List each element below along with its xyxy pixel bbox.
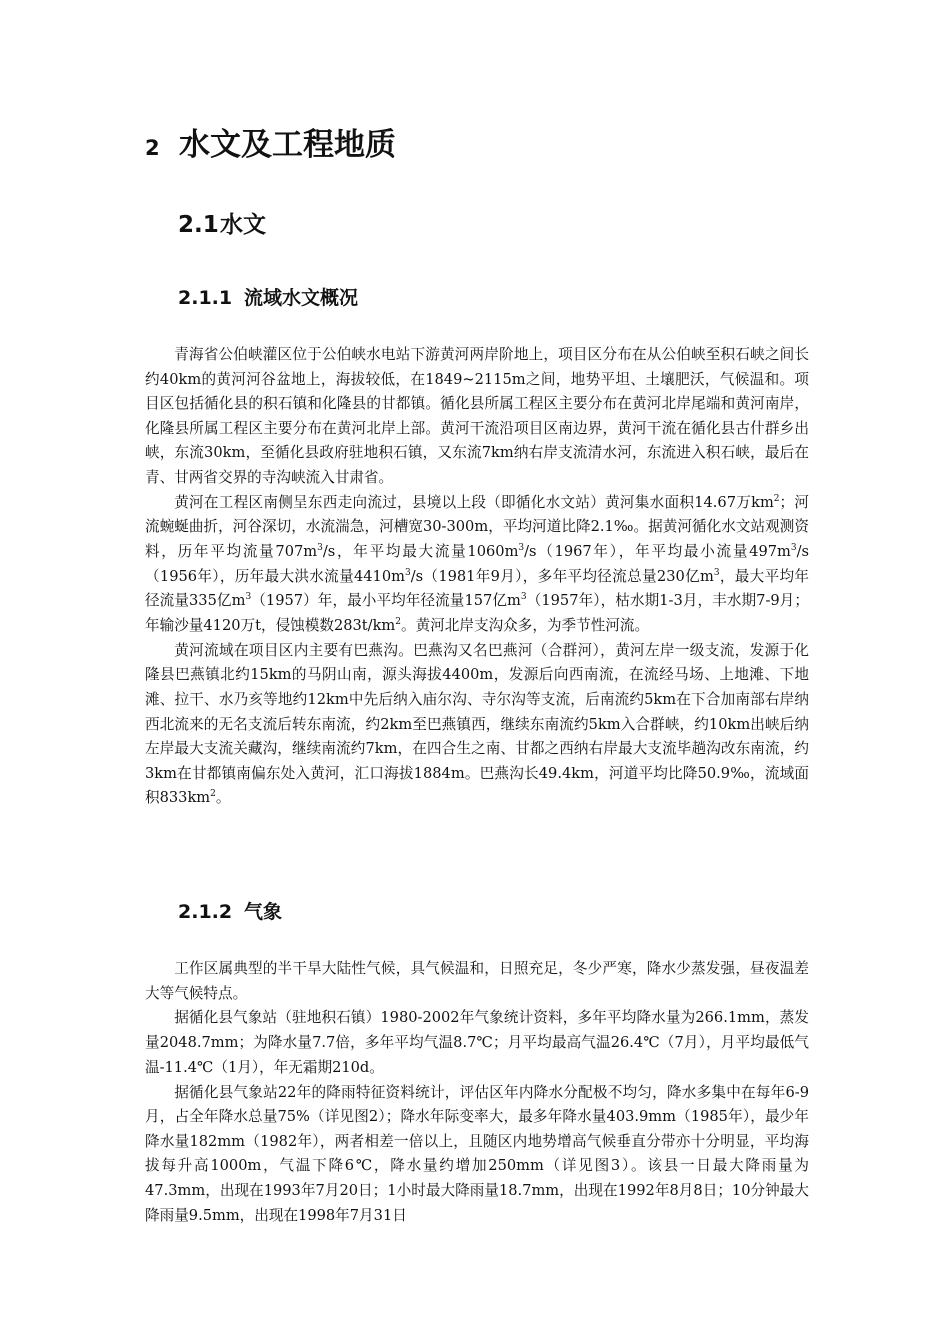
section-number: 2.1 [178, 212, 219, 238]
paragraph-yellow-river: 黄河在工程区南侧呈东西走向流过，县境以上段（即循化水文站）黄河集水面积14.67万$km^2$；河流蜿蜒曲折，河谷深切，水流湍急，河槽宽30-300m，平均河道比降2.1‰。据黄河循化水文站观测资料，历年平均流量$707m^3/s$，年平均最大流量$1060m^3/s(1967$年），年平均最小流量$497m^3/s(1956$年），历年最大洪水流量$4410m^3/s(1981$年9月），多年平均径流总量230亿$m^3$，最大平均年径流量335亿$m^3(1957)$年，最小平均年径流量157亿$m^3(1957$年），枯水期1-3月，丰水期7-9月；年输沙量4120万t，侵蚀模数$283t/km^2$。黄河北岸支沟众多，为季节性河流。 [145, 493, 810, 634]
subsection-number: 2.1.1 [178, 287, 233, 309]
section-heading [178, 205, 266, 245]
section-title: 水文 [220, 212, 266, 238]
chapter-number: 2 [145, 136, 160, 160]
paragraph-rainfall: 据循化县气象站22年的降雨特征资料统计，评估区年内降水分配极不均匀，降水多集中在每年6-9月，占全年降水总量75%（详见图2）；降水年际变率大，最多年降水量403.9mm（1985年），最少年降水量182mm（1982年），两者相差一倍以上，且随区内地势增高气候垂直分带亦十分明显，平均海拔每升高1000m，气温下降6℃，降水量约增加250mm（详见图3）。该县一日最大降雨量为47.3mm，出现在1993年7月20日；1小时最大降雨量18.7mm，出现在1992年8月8日；10分钟最大降雨量9.5mm，出现在1998年7月31日 [145, 1083, 809, 1224]
subsection-heading-meteorology [178, 894, 282, 930]
chapter-heading [145, 120, 396, 173]
watershed-body [145, 343, 809, 811]
subsection-number: 2.1.2 [178, 901, 233, 923]
subsection-title: 流域水文概况 [244, 287, 359, 309]
paragraph-bayan-gully: 黄河流域在项目区内主要有巴燕沟。巴燕沟又名巴燕河（合群河），黄河左岸一级支流，发源于化隆县巴燕镇北约15km的马阴山南，源头海拔4400m，发源后向西南流，在流经马场、上地滩、下地滩、拉干、水乃亥等地约12km中先后纳入庙尔沟、寺尔沟等支流，后南流约5km在下合加南部右岸纳西北流来的无名支流后转东南流，约2km至巴燕镇西，继续东南流约5km入合群峡，约10km出峡后纳左岸最大支流关藏沟，继续南流约7km，在四合生之南、甘都之西纳右岸最大支流毕趟沟改东南流，约3km在甘都镇南偏东处入黄河，汇口海拔1884m。巴燕沟长49.4km，河道平均比降50.9‰，流域面积$833km^2$。 [145, 641, 809, 807]
chapter-title: 水文及工程地质 [179, 127, 396, 163]
meteorology-body [145, 957, 809, 1228]
paragraph-location: 青海省公伯峡灌区位于公伯峡水电站下游黄河两岸阶地上，项目区分布在从公伯峡至积石峡之间长约40km的黄河河谷盆地上，海拔较低，在1849~2115m之间，地势平坦、土壤肥沃，气候温和。项目区包括循化县的积石镇和化隆县的甘都镇。循化县所属工程区主要分布在黄河北岸尾端和黄河南岸，化隆县所属工程区主要分布在黄河北岸上部。黄河干流沿项目区南边界，黄河干流在循化县古什群乡出峡，东流30km，至循化县政府驻地积石镇，又东流7km纳右岸支流清水河，东流进入积石峡，最后在青、甘两省交界的寺沟峡流入甘肃省。 [145, 346, 809, 486]
subsection-title: 气象 [244, 901, 283, 923]
paragraph-weather-station: 据循化县气象站（驻地积石镇）1980-2002年气象统计资料，多年平均降水量为266.1mm，蒸发量2048.7mm；为降水量7.7倍，多年平均气温8.7℃；月平均最高气温26.4℃（7月），月平均最低气温-11.4℃（1月），年无霜期210d。 [145, 1009, 809, 1076]
paragraph-climate: 工作区属典型的半干旱大陆性气候，具气候温和，日照充足，冬少严寒，降水少蒸发强，昼夜温差大等气候特点。 [145, 960, 809, 1002]
subsection-heading-watershed [178, 280, 358, 316]
